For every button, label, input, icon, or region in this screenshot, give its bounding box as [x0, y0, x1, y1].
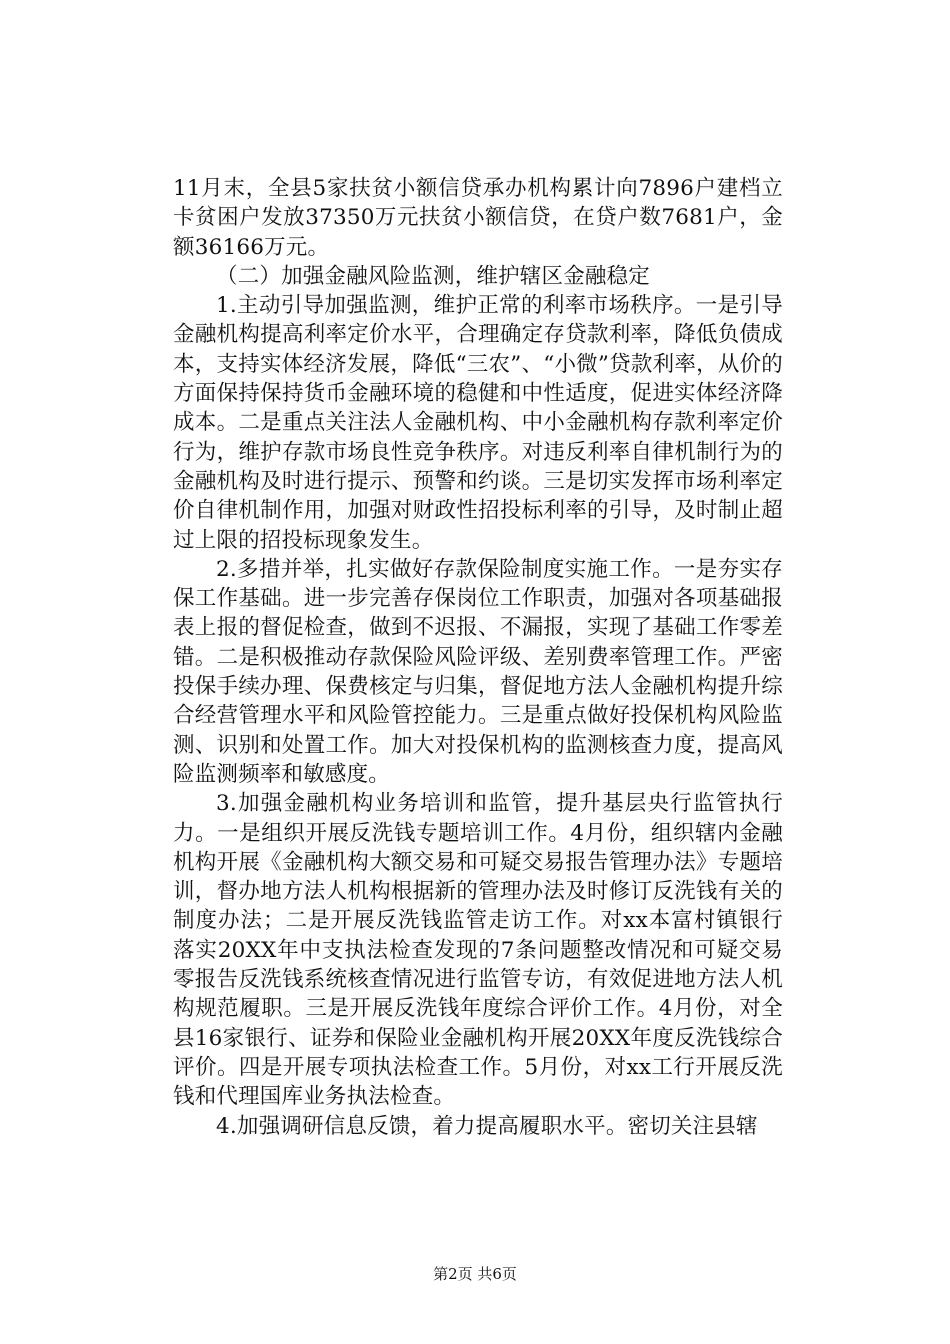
document-body: [173, 174, 783, 1141]
page-number-footer: 第2页 共6页: [433, 1265, 517, 1283]
paragraph-item-3: 3.加强金融机构业务培训和监管，提升基层央行监管执行力。一是组织开展反洗钱专题培训工作。4月份，组织辖内金融机构开展《金融机构大额交易和可疑交易报告管理办法》专题培训，督办地方法人机构根据新的管理办法及时修订反洗钱有关的制度办法；二是开展反洗钱监管走访工作。对xx本富村镇银行落实20XX年中支执法检查发现的7条问题整改情况和可疑交易零报告反洗钱系统核查情况进行监管专访，有效促进地方法人机构规范履职。三是开展反洗钱年度综合评价工作。4月份，对全县16家银行、证券和保险业金融机构开展20XX年度反洗钱综合评价。四是开展专项执法检查工作。5月份，对xx工行开展反洗钱和代理国库业务执法检查。: [173, 791, 783, 1110]
paragraph-continuation: 11月末，全县5家扶贫小额信贷承办机构累计向7896户建档立卡贫困户发放37350万元扶贫小额信贷，在贷户数7681户，金额36166万元。: [173, 176, 783, 260]
section-heading: （二）加强金融风险监测，维护辖区金融稳定: [216, 263, 651, 289]
paragraph-item-1: 1.主动引导加强监测，维护正常的利率市场秩序。一是引导金融机构提高利率定价水平，合理确定存贷款利率，降低负债成本，支持实体经济发展，降低“三农”、“小微”贷款利率，从价的方面保持保持货币金融环境的稳健和中性适度，促进实体经济降成本。二是重点关注法人金融机构、中小金融机构存款利率定价行为，维护存款市场良性竞争秩序。对违反利率自律机制行为的金融机构及时进行提示、预警和约谈。三是切实发挥市场利率定价自律机制作用，加强对财政性招投标利率的引导，及时制止超过上限的招投标现象发生。: [173, 293, 783, 553]
paragraph-item-4: 4.加强调研信息反馈，着力提高履职水平。密切关注县辖: [216, 1113, 758, 1139]
paragraph-item-2: 2.多措并举，扎实做好存款保险制度实施工作。一是夯实存保工作基础。进一步完善存保岗位工作职责，加强对各项基础报表上报的督促检查，做到不迟报、不漏报，实现了基础工作零差错。二是积极推动存款保险风险评级、差别费率管理工作。严密投保手续办理、保费核定与归集，督促地方法人金融机构提升综合经营管理水平和风险管控能力。三是重点做好投保机构风险监测、识别和处置工作。加大对投保机构的监测核查力度，提高风险监测频率和敏感度。: [173, 556, 783, 787]
